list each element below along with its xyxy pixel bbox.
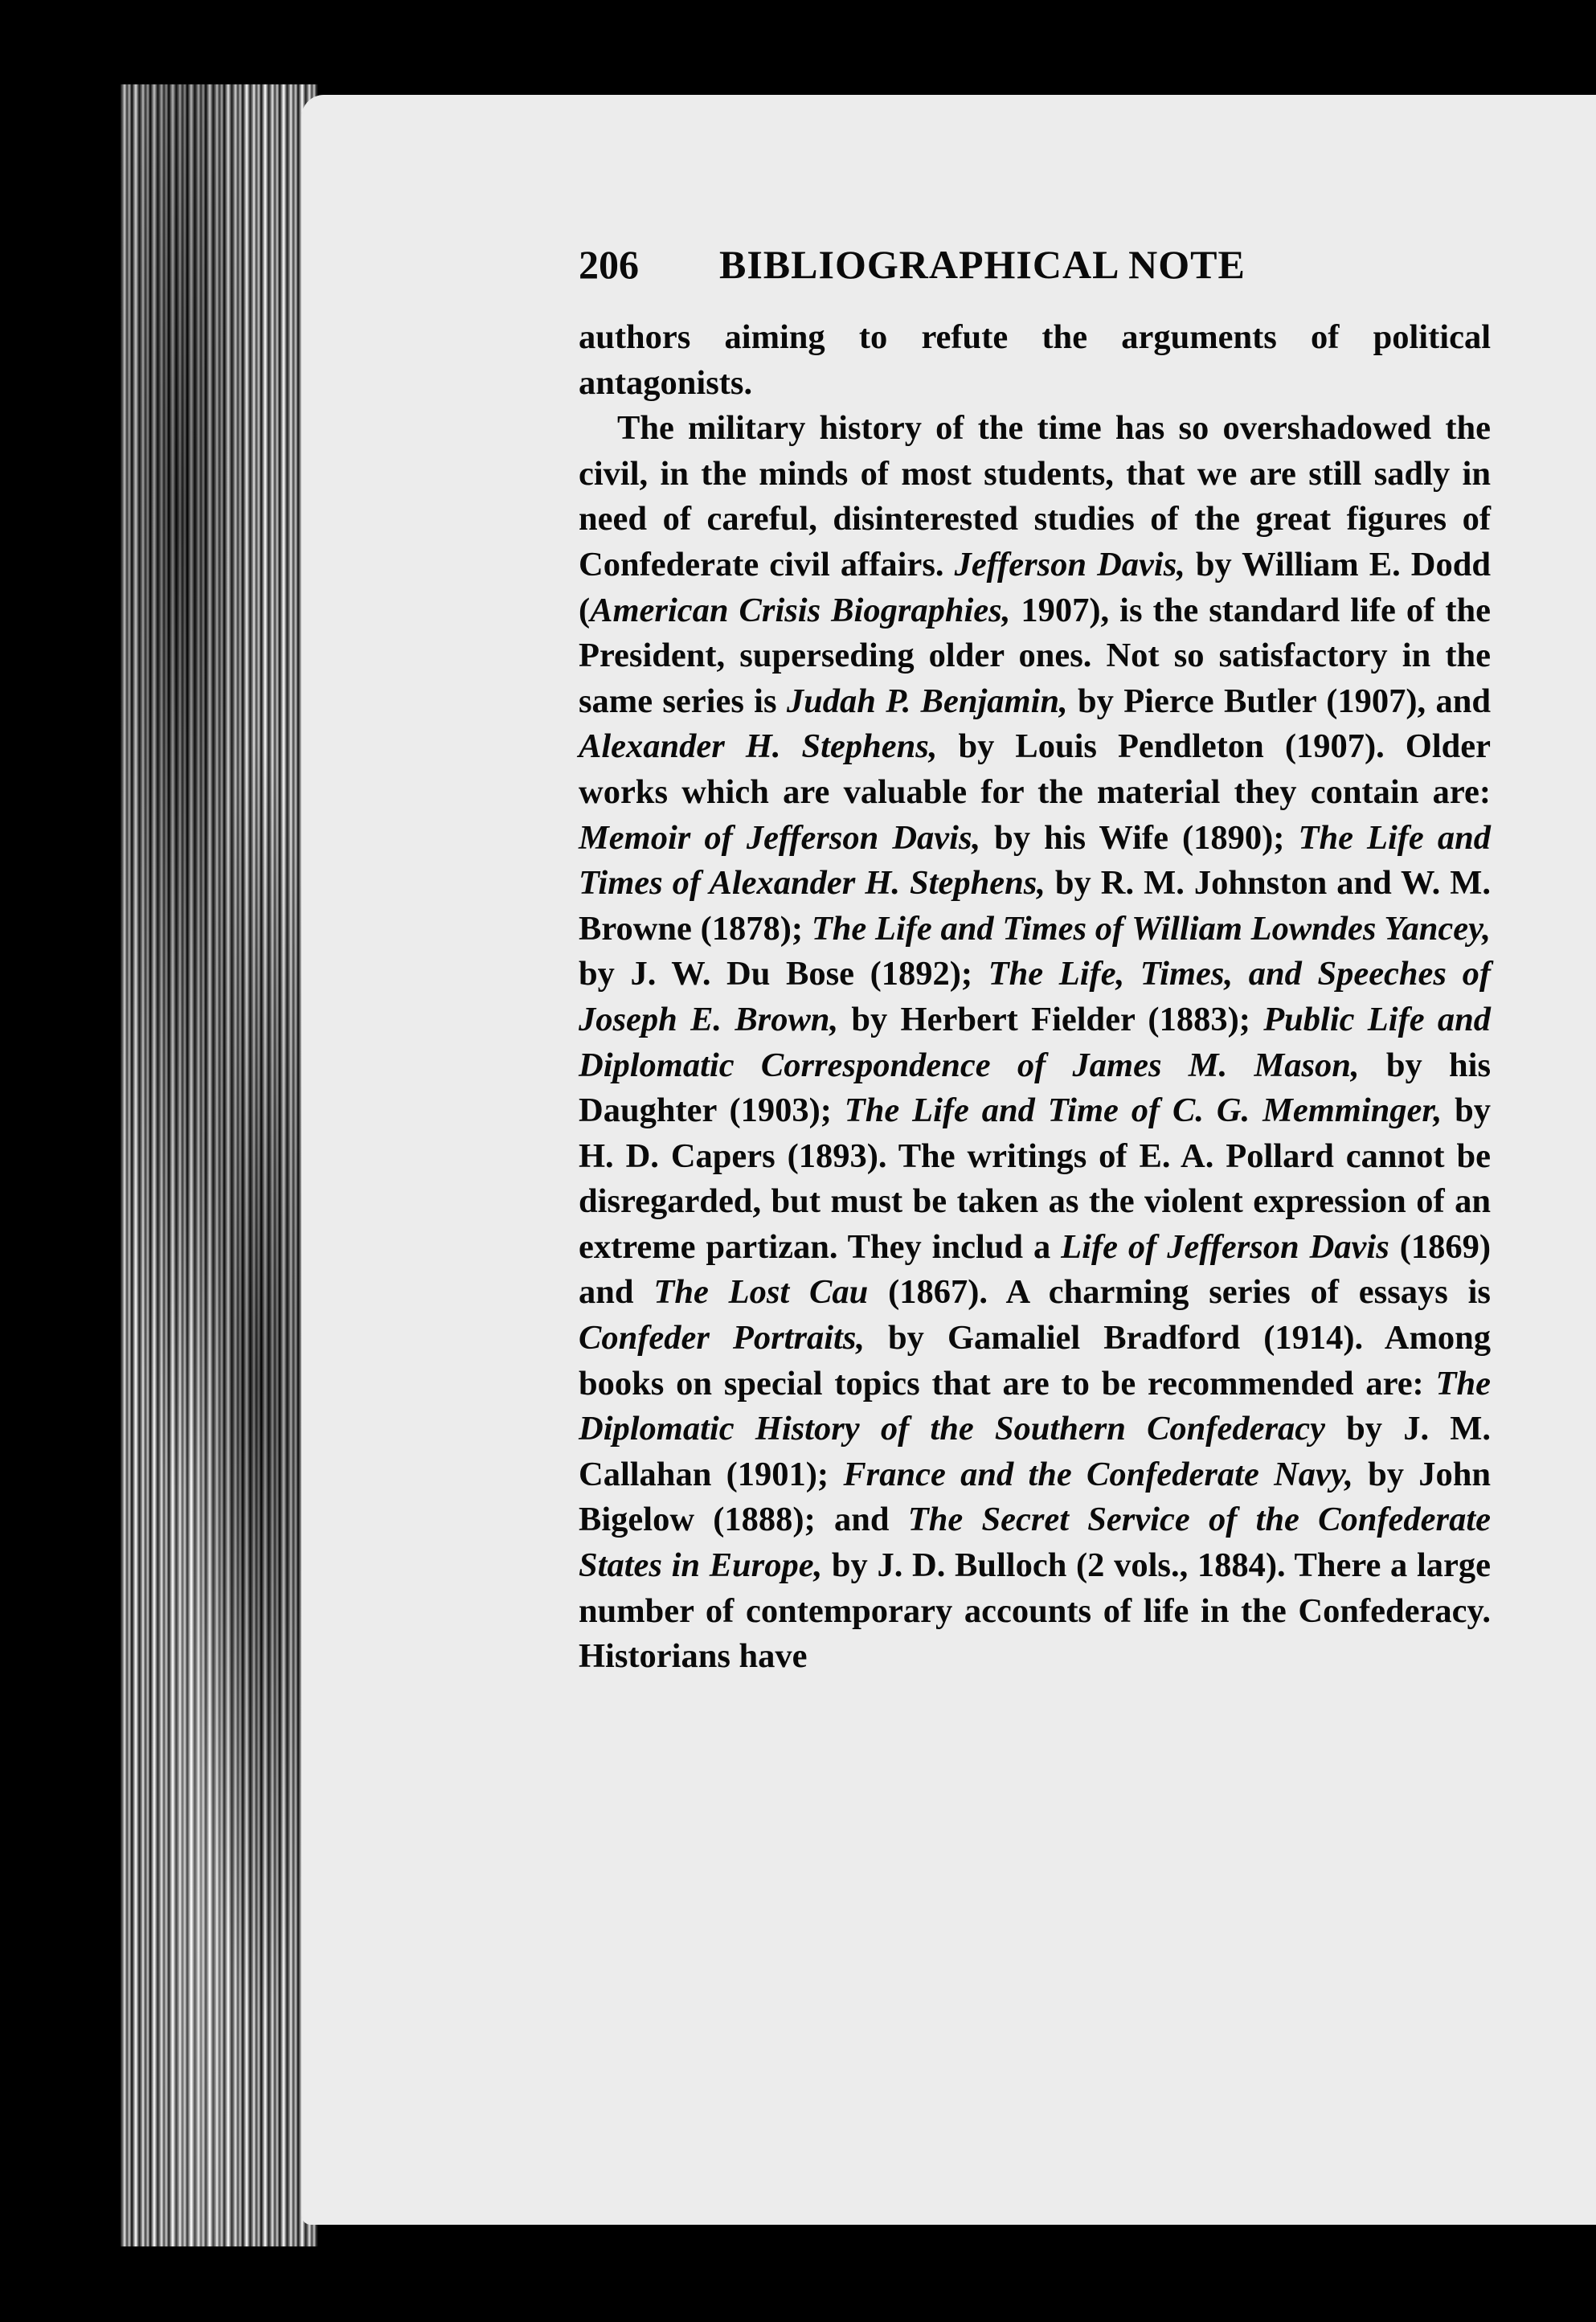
book-title: Life of Jefferson Davis bbox=[1061, 1227, 1389, 1266]
page-number: 206 bbox=[579, 242, 639, 287]
book-title: The Life and Times of William Lowndes Yancey, bbox=[811, 909, 1492, 948]
book-title: Alexander H. Stephens, bbox=[579, 727, 938, 766]
book-title: Jefferson Davis, bbox=[954, 545, 1185, 584]
book-title: France and the Confederate Navy, bbox=[843, 1455, 1353, 1493]
text-run: by John Bigelow (1888); and bbox=[579, 1455, 1491, 1539]
book-title: Memoir of Jefferson Davis, bbox=[579, 818, 981, 857]
text-run: by Gamaliel Bradford (1914). Among books on special topics that are to be recommended are: bbox=[579, 1319, 1492, 1403]
text-run: by J. M. Callahan (1901); bbox=[579, 1410, 1492, 1493]
series-title: American Crisis Biographies, bbox=[590, 591, 1011, 629]
book-title: Confeder Portraits, bbox=[579, 1319, 866, 1358]
text-run: by his Daughter (1903); bbox=[579, 1046, 1491, 1130]
text-run: by his Wife (1890); bbox=[980, 818, 1299, 857]
book-page-edges bbox=[121, 84, 317, 2246]
book-title: Judah P. Benjamin, bbox=[786, 682, 1068, 720]
text-run: by William E. Dodd ( bbox=[579, 545, 1491, 629]
text-run: (1867). A charming series of essays is bbox=[868, 1273, 1491, 1312]
text-run: by H. D. Capers (1893). The writings of E. A. Pollard cannot be disregarded, but must be taken as the violent expression of an extreme partizan. They includ a bbox=[579, 1091, 1491, 1266]
text-run: by Pierce Butler (1907), and bbox=[1067, 682, 1491, 720]
text-run: 1907), is the standard life of the President, superseding older ones. Not so satisfactory in the same series is bbox=[579, 591, 1491, 720]
text-run: by J. W. Du Bose (1892); bbox=[579, 955, 988, 993]
book-title: Public Life and Diplomatic Correspondence of James M. Mason, bbox=[579, 1000, 1492, 1084]
book-title: The Life, Times, and Speeches of Joseph E. Brown, bbox=[579, 955, 1491, 1038]
text-run: The military history of the time has so overshadowed the civil, in the minds of most students, that we are still sadly in need of careful, disinterested studies of the great figures of Confederate civil affairs. bbox=[579, 409, 1491, 584]
text-run: by R. M. Johnston and W. M. Browne (1878); bbox=[579, 864, 1492, 948]
text-run: (1869) and bbox=[579, 1227, 1491, 1312]
running-head: BIBLIOGRAPHICAL NOTE bbox=[719, 242, 1246, 287]
paragraph-continuation: authors aiming to refute the arguments of political antagonists. bbox=[579, 318, 1491, 402]
book-title: The Life and Times of Alexander H. Stephens, bbox=[579, 818, 1491, 903]
book-title: The Diplomatic History of the Southern Confederacy bbox=[579, 1364, 1491, 1448]
book-title: The Life and Time of C. G. Memminger, bbox=[844, 1091, 1443, 1130]
text-run: by Herbert Fielder (1883); bbox=[838, 1000, 1264, 1038]
book-title: The Lost Cau bbox=[653, 1273, 869, 1312]
text-run: by Louis Pendleton (1907). Older works which are valuable for the material they contain are: bbox=[579, 727, 1492, 811]
paragraph-main bbox=[579, 406, 1491, 1680]
page-header bbox=[579, 241, 1583, 297]
body-text bbox=[579, 315, 1491, 1680]
text-run: by J. D. Bulloch (2 vols., 1884). There a large number of contemporary accounts of life in the Confederacy. Historians have bbox=[579, 1546, 1491, 1676]
book-title: The Secret Service of the Confederate States in Europe, bbox=[579, 1501, 1491, 1585]
